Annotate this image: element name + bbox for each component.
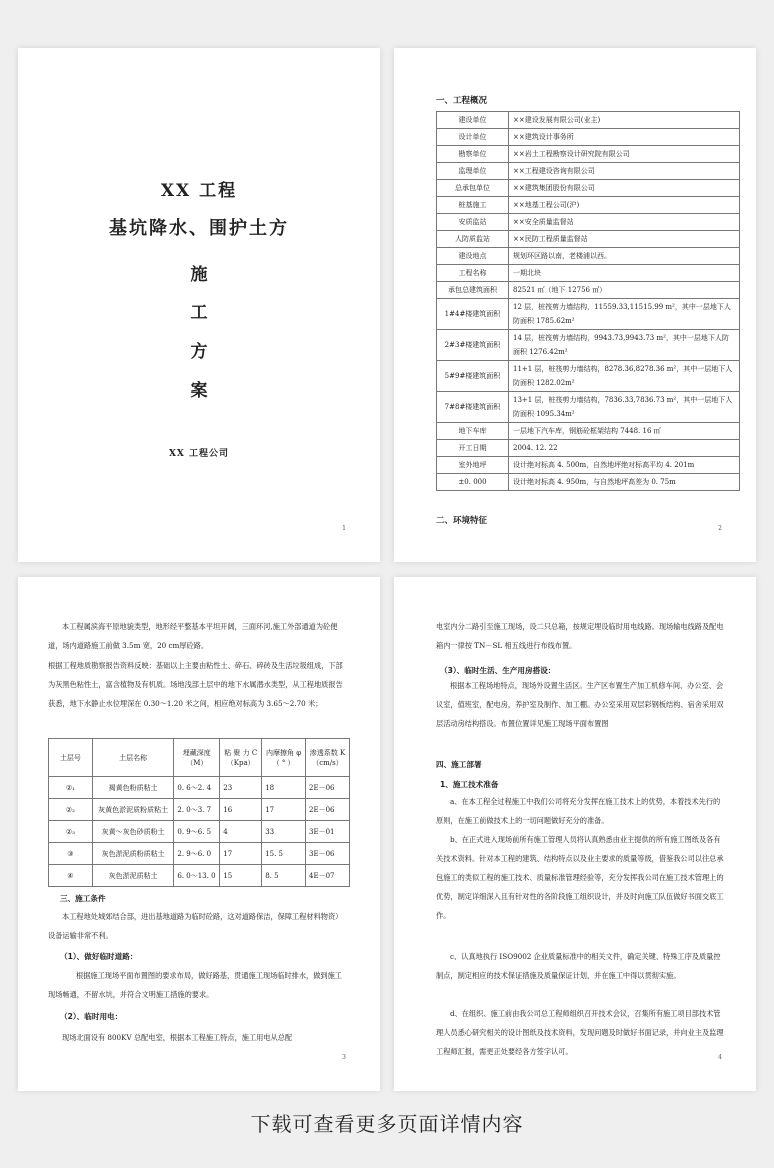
cover-title-char: 方: [190, 342, 208, 362]
soil-cell: 17: [220, 843, 262, 865]
soil-cell: 4: [220, 821, 262, 843]
overview-key: 室外地坪: [437, 457, 509, 474]
overview-key: 开工日期: [437, 440, 509, 457]
overview-row: [437, 423, 740, 440]
soil-cell: 15. 5: [262, 843, 306, 865]
overview-key: 建设单位: [437, 112, 509, 129]
soil-cell: ②₂: [49, 799, 93, 821]
overview-row: [437, 214, 740, 231]
soil-cell: 3E－06: [306, 843, 350, 865]
overview-value: 一层地下汽车库，钢筋砼框架结构 7448. 16 ㎡: [509, 423, 740, 440]
cover-title-line1: XX 工程: [160, 181, 238, 201]
soil-header-cell: 粘 聚 力 C（Kpa）: [220, 739, 262, 777]
overview-row: [437, 474, 740, 491]
page-number: 4: [718, 1054, 722, 1061]
page-number: 3: [342, 1054, 346, 1061]
overview-value: ××建设发展有限公司(业主): [509, 112, 740, 129]
overview-key: 2#3#楼建筑面积: [437, 330, 509, 361]
overview-value: 一期北块: [509, 265, 740, 282]
overview-key: ±0. 000: [437, 474, 509, 491]
soil-header-row: [49, 739, 350, 777]
cover-company: XX 工程公司: [168, 449, 230, 459]
overview-row: [437, 282, 740, 299]
paragraph: d、在组织、施工前由我公司总工程师组织召开技术会议，召集所有施工项目部技术管理人员悉心研究相关的设计图纸及技术资料，发现问题及时做好书面记录，并向业主及监理工程师汇报，需更正处要经各方签字认可。: [436, 1009, 724, 1056]
subheading: （2）、临时用电：: [60, 1012, 123, 1021]
overview-key: 5#9#楼建筑面积: [437, 361, 509, 392]
paragraph: 电室内分二路引至施工现场，设二只总箱，按规定埋设临时用电线路。现场输电线路及配电箱内一律按 TN－SL 相五线进行布线布置。: [436, 622, 724, 650]
overview-row: [437, 330, 740, 361]
overview-row: [437, 180, 740, 197]
overview-key: 承包总建筑面积: [437, 282, 509, 299]
soil-cell: 23: [220, 777, 262, 799]
overview-value: 2004. 12. 22: [509, 440, 740, 457]
overview-value: ××建筑设计事务所: [509, 129, 740, 146]
soil-cell: 18: [262, 777, 306, 799]
overview-value: ××安全质量监督站: [509, 214, 740, 231]
soil-cell: ②₃: [49, 821, 93, 843]
overview-key: 安质监站: [437, 214, 509, 231]
overview-key: 7#8#楼建筑面积: [437, 392, 509, 423]
soil-cell: ②₁: [49, 777, 93, 799]
soil-layer-table: [48, 738, 350, 887]
overview-key: 地下车库: [437, 423, 509, 440]
overview-value: ××民防工程质量监督站: [509, 231, 740, 248]
soil-cell: 3E－01: [306, 821, 350, 843]
overview-page: [394, 48, 756, 562]
soil-header-cell: 土层号: [49, 739, 93, 777]
overview-key: 工程名称: [437, 265, 509, 282]
overview-key: 桩基施工: [437, 197, 509, 214]
soil-header-cell: 渗透系数 K（cm/s）: [306, 739, 350, 777]
cover-title-char: 施: [190, 265, 208, 285]
overview-key: 监理单位: [437, 163, 509, 180]
overview-row: [437, 265, 740, 282]
overview-row: [437, 248, 740, 265]
soil-cell: 6. 0～13. 0: [174, 865, 220, 887]
overview-key: 设计单位: [437, 129, 509, 146]
overview-value: 设计绝对标高 4. 950m，与自然地坪高差为 0. 75m: [509, 474, 740, 491]
overview-key: 建设地点: [437, 248, 509, 265]
overview-row: [437, 231, 740, 248]
overview-row: [437, 392, 740, 423]
soil-cell: 4E－07: [306, 865, 350, 887]
overview-key: 1#4#楼建筑面积: [437, 299, 509, 330]
overview-value: ××建筑集团股份有限公司: [509, 180, 740, 197]
paragraph: 本工程地处城郊结合部，进出基地道路为临时砼路，这对道路保洁，保障工程材料物资）设备运输非常不利。: [48, 912, 343, 940]
soil-cell: 褐黄色粉质粘土: [92, 777, 174, 799]
overview-row: [437, 146, 740, 163]
section-heading-deployment: 四、施工部署: [436, 760, 482, 769]
soil-header-cell: 埋藏深度（M）: [174, 739, 220, 777]
deployment-page: [394, 577, 756, 1091]
subheading: 1、施工技术准备: [440, 780, 499, 789]
overview-table: [436, 111, 740, 491]
section-heading-overview: 一、工程概况: [436, 96, 488, 106]
paragraph: 根据施工现场平面布置图的要求布局，做好路基，贯通施工现场临时排水，做到施工现场畅通，不留水坑，并符合文明施工措施的要求。: [48, 971, 342, 999]
overview-value: ××地基工程公司(沪): [509, 197, 740, 214]
soil-row: [49, 777, 350, 799]
page-number: 2: [718, 525, 722, 532]
conditions-page: [18, 577, 380, 1091]
overview-value: 12 层，桩筏剪力墙结构，11559.33,11515.99 m²，其中一层地下人防面积 1785.62m²: [509, 299, 740, 330]
overview-key: 勘察单位: [437, 146, 509, 163]
cover-title-char: 案: [190, 381, 208, 401]
paragraph: a、在本工程全过程施工中我们公司将充分发挥在施工技术上的优势，本着技术先行的原则，在施工前做技术上的一切问题做好充分的准备。: [436, 797, 721, 825]
section-heading-conditions: 三、施工条件: [60, 894, 106, 903]
paragraph: 本工程属滨海平原地貌类型，地形经平整基本平坦开阔，三面环河,施工外部通道为砼便道，场内道路施工前做 3.5m 宽，20 cm厚砼路。: [48, 622, 338, 650]
soil-cell: 2. 0～3. 7: [174, 799, 220, 821]
soil-header-cell: 土层名称: [92, 739, 174, 777]
soil-row: [49, 865, 350, 887]
soil-cell: 灰色淤泥质粘土: [92, 865, 174, 887]
overview-value: 设计绝对标高 4. 500m，自然地坪绝对标高平均 4. 201m: [509, 457, 740, 474]
soil-cell: 16: [220, 799, 262, 821]
paragraph: b、在正式进入现场前所有施工管理人员将认真熟悉由业主提供的所有施工图纸及各有关技术资料。针对本工程的建筑、结构特点以及业主要求的质量等级，借鉴我公司以往总承包施工的类似工程的施工技术、质量标准管理经验等，充分发挥我公司在施工技术管理上的优势，制定详细深入且有针对性的各阶段施工组织设计，并及时向施工队伍做好书面交底工作。: [436, 835, 724, 920]
paragraph: 根据工程地质勘察报告资料反映：基础以上主要由粘性土、碎石、碎砖及生活垃圾组成，下部为灰黑色粘性土，富含植物及有机质。场地浅部土层中的地下水属潜水类型，从工程地质报告获悉，地下水静止水位埋深在 0.30～1.20 米之间，相应绝对标高为 3.65～2.70 米；: [48, 661, 343, 708]
overview-row: [437, 299, 740, 330]
overview-value: ××工程建设咨询有限公司: [509, 163, 740, 180]
overview-row: [437, 163, 740, 180]
soil-cell: 15: [220, 865, 262, 887]
soil-cell: 2E－06: [306, 799, 350, 821]
overview-row: [437, 457, 740, 474]
soil-row: [49, 799, 350, 821]
overview-key: 人防质监站: [437, 231, 509, 248]
soil-cell: 灰黄～灰色砂质粉土: [92, 821, 174, 843]
soil-cell: 8. 5: [262, 865, 306, 887]
overview-value: ××岩土工程勘察设计研究院有限公司: [509, 146, 740, 163]
subheading: （3）、临时生活、生产用房搭设：: [440, 666, 556, 675]
overview-value: 13+1 层，桩筏剪力墙结构，7836.33,7836.73 m²，其中一层地下人防面积 1095.34m²: [509, 392, 740, 423]
overview-value: 11+1 层，桩筏剪力墙结构，8278.36,8278.36 m²，其中一层地下人防面积 1282.02m²: [509, 361, 740, 392]
soil-cell: 灰黄色淤泥质粉质粘土: [92, 799, 174, 821]
paragraph: c、认真地执行 ISO9002 企业质量标准中的相关文件，确定关键、特殊工序及质量控制点，制定相应的技术保证措施及质量保证计划，并在施工中得以贯彻实施。: [436, 952, 721, 980]
overview-row: [437, 440, 740, 457]
soil-cell: ③: [49, 843, 93, 865]
section-heading-environment: 二、环境特征: [436, 516, 488, 526]
cover-page: [18, 48, 380, 562]
overview-row: [437, 112, 740, 129]
cover-title-line2: 基坑降水、围护土方: [109, 218, 289, 239]
paragraph: 根据本工程场地特点，现场外设置生活区。生产区布置生产加工机修车间、办公室、会议室，值班室，配电房，养护室及制作、加工棚。办公室采用双层彩钢板结构、宿舍采用双层活动房结构搭设。布置位置详见施工现场平面布置图: [436, 681, 724, 728]
overview-value: 82521 ㎡（地下 12756 ㎡）: [509, 282, 740, 299]
soil-cell: 0. 6～2. 4: [174, 777, 220, 799]
overview-value: 规划环区路以南，老楼浦以西。: [509, 248, 740, 265]
soil-cell: 33: [262, 821, 306, 843]
soil-cell: 2E－06: [306, 777, 350, 799]
soil-cell: 0. 9～6. 5: [174, 821, 220, 843]
overview-row: [437, 197, 740, 214]
soil-row: [49, 843, 350, 865]
page-number: 1: [342, 525, 346, 532]
overview-key: 总承包单位: [437, 180, 509, 197]
soil-cell: 2. 9～6. 0: [174, 843, 220, 865]
cover-title-char: 工: [190, 303, 208, 323]
soil-row: [49, 821, 350, 843]
download-caption: 下载可查看更多页面详情内容: [250, 1112, 524, 1136]
soil-cell: ④: [49, 865, 93, 887]
soil-cell: 灰色淤泥质粉质粘土: [92, 843, 174, 865]
subheading: （1）、做好临时道路：: [60, 952, 138, 961]
soil-cell: 17: [262, 799, 306, 821]
soil-header-cell: 内摩擦角 φ（ ° ）: [262, 739, 306, 777]
overview-row: [437, 129, 740, 146]
overview-value: 14 层，桩筏剪力墙结构，9943.73,9943.73 m²，其中一层地下人防面积 1276.42m²: [509, 330, 740, 361]
overview-row: [437, 361, 740, 392]
paragraph: 现场北面设有 800KV 总配电室，根据本工程施工特点，施工用电从总配: [62, 1033, 293, 1042]
